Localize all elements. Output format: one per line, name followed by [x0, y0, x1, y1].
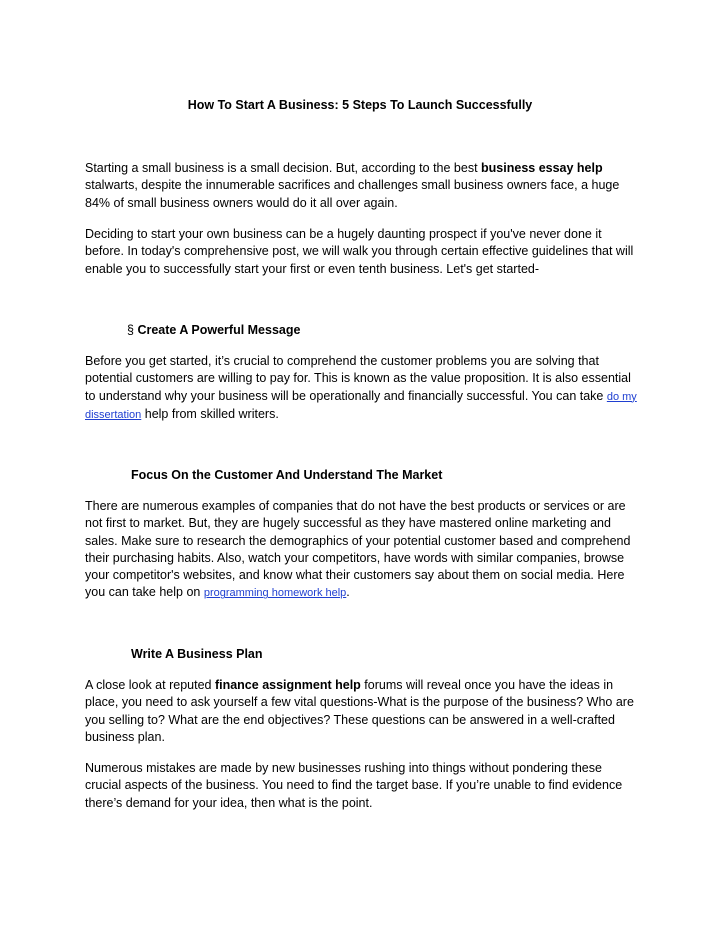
- section2-paragraph: [85, 498, 637, 603]
- section1-paragraph: [85, 353, 637, 424]
- intro-p1-text-end: stalwarts, despite the innumerable sacrifices and challenges small business owners face, a huge 84% of small business owners would do it all over again.: [85, 178, 620, 210]
- section-heading-label: Create A Powerful Message: [137, 323, 301, 337]
- section3-p1-text-end: forums will reveal once you have the ideas in place, you need to ask yourself a few vital questions-What is the purpose of the business? Who are you selling to? What are the end objectives? These questions can be answered in a well-crafted business plan.: [85, 678, 634, 744]
- section-heading-focus-customer: Focus On the Customer And Understand The Market: [131, 468, 443, 482]
- do-my-dissertation-link[interactable]: do my dissertation: [85, 390, 637, 421]
- section3-p1-bold-phrase: finance assignment help: [214, 678, 361, 692]
- programming-homework-help-link[interactable]: programming homework help: [203, 587, 347, 600]
- section1-text-end: help from skilled writers.: [141, 406, 279, 421]
- section2-text-end: .: [346, 585, 350, 600]
- section1-text: Before you get started, it’s crucial to comprehend the customer problems you are solving that potential customers are willing to pay for. This is known as the value proposition. It is also essential to understand why your business will be operationally and financially successful. You can take: [85, 354, 631, 403]
- section3-paragraph-2: Numerous mistakes are made by new businesses rushing into things without pondering these crucial aspects of the business. You need to find the target base. If you’re unable to find evidence there’s demand for your idea, then what is the point.: [85, 761, 623, 810]
- section-heading-create-message: [127, 322, 300, 339]
- section3-paragraph-1: [85, 677, 637, 746]
- section-bullet: §: [127, 323, 134, 337]
- intro-paragraph-2: Deciding to start your own business can be a hugely daunting prospect if you've never done it before. In today's comprehensive post, we will walk you through certain effective guidelines that will enable you to successfully start your first or even tenth business. Let's get started-: [85, 227, 634, 276]
- intro-p1-text: Starting a small business is a small decision. But, according to the best: [85, 161, 482, 175]
- intro-p1-bold-phrase: business essay help: [481, 161, 603, 175]
- section-heading-business-plan: Write A Business Plan: [131, 647, 263, 661]
- intro-paragraph-1: [85, 160, 637, 212]
- document-title: How To Start A Business: 5 Steps To Launch Successfully: [187, 98, 533, 112]
- section2-text: There are numerous examples of companies that do not have the best products or services or are not first to market. But, they are hugely successful as they have mastered online marketing and sales. Make sure to research the demographics of your potential customer based and comprehend their purchasing habits. Also, watch your competitors, have words with similar companies, browse your competitor's websites, and know what their customers say about them on social media. Here you can take help on: [85, 499, 631, 600]
- section3-p1-text: A close look at reputed: [85, 678, 215, 692]
